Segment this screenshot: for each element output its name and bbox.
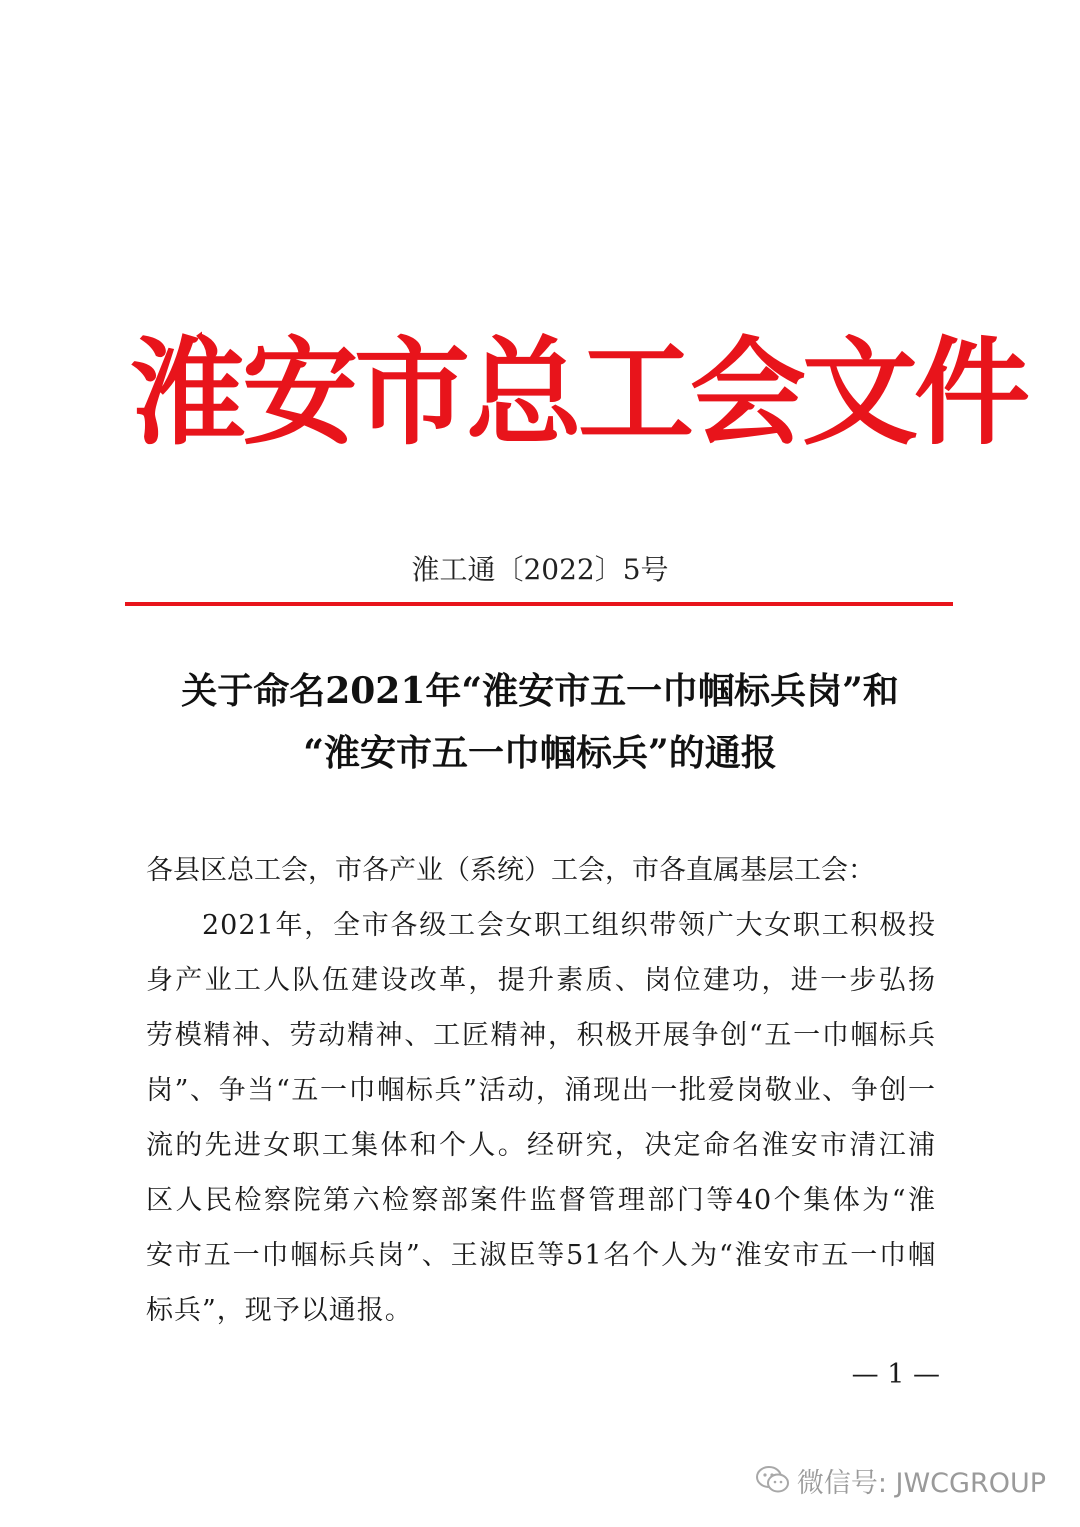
body-line: 区人民检察院第六检察部案件监督管理部门等40个集体为“淮: [146, 1185, 936, 1216]
body-line: 安市五一巾帼标兵岗”、王淑臣等51名个人为“淮安市五一巾帼: [146, 1240, 936, 1271]
body-line: 劳模精神、劳动精神、工匠精神，积极开展争创“五一巾帼标兵: [146, 1020, 936, 1051]
document-header-title: 淮安市总工会文件: [130, 325, 1026, 461]
red-divider-line: [125, 602, 953, 606]
wechat-watermark: [755, 1460, 1046, 1500]
wechat-icon: [755, 1464, 791, 1496]
page-number: — 1 —: [851, 1359, 940, 1390]
body-line: 身产业工人队伍建设改革，提升素质、岗位建功，进一步弘扬: [146, 965, 936, 996]
body-line: 标兵”，现予以通报。: [146, 1295, 413, 1326]
body-line: 2021年，全市各级工会女职工组织带领广大女职工积极投: [202, 910, 936, 941]
body-line: 流的先进女职工集体和个人。经研究，决定命名淮安市清江浦: [146, 1130, 936, 1161]
recipients-line: 各县区总工会，市各产业（系统）工会，市各直属基层工会：: [146, 855, 875, 886]
body-paragraph: [146, 906, 936, 1346]
document-title-line: “淮安市五一巾帼标兵”的通报: [303, 732, 777, 774]
document-number: 淮工通〔2022〕5号: [411, 553, 669, 586]
watermark-text: 微信号: JWCGROUP: [796, 1467, 1046, 1499]
document-title-line: 关于命名2021年“淮安市五一巾帼标兵岗”和: [181, 670, 899, 712]
body-line: 岗”、争当“五一巾帼标兵”活动，涌现出一批爱岗敬业、争创一: [146, 1075, 936, 1106]
document-title: [120, 660, 960, 784]
